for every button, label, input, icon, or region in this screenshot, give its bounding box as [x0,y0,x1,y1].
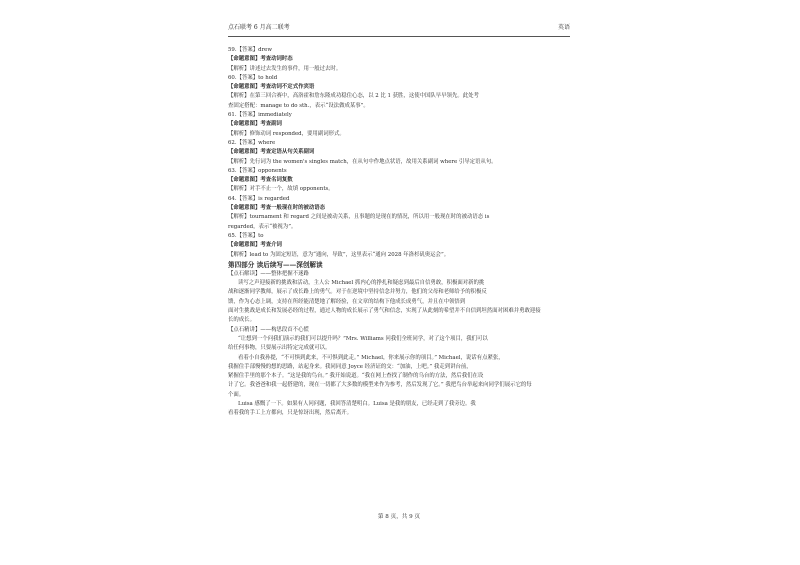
text-line: 【命题意图】考查一般现在时的被动语态 [228,205,326,212]
text-line: 60.【答案】to hold [228,74,278,81]
text-line: 紧握住手里的那个本子。“这是我的鸟台。” 我开始说道。“我在网上查找了制作的乌台的方法，然后我们在设 [228,373,484,380]
text-line: regarded，表示“被视为”。 [228,223,297,230]
text-line: 64.【答案】is regarded [228,195,290,202]
text-line: 看着小自我孙提，“不可惧到此来，不可惧到此走。” Michael，你来展示你的项目。” Michael，说话有点紧张， [238,354,504,361]
section-heading: 第四部分 读后续写——深创解读 [228,260,323,269]
text-line: 【解析】lead to 为固定短语，意为“通向，导致”，这里表示“通向 2028 年洛杉矶奥运会”。 [228,251,450,258]
text-line: 面对生挑战是成长和发展必经的过程，通过人物的成长展示了勇气和信念，实现了从此刻的希望并不自信到坦然面对困难并勇敢迎接 [228,308,541,315]
text-line: 【命题意图】考查副词 [228,121,282,128]
text-line: 看着我的手工上方都向，只是惊讶出现，然后离开。 [228,410,352,417]
text-line: 【点石解读】——整体把握不迷路 [228,270,309,277]
text-line: 61.【答案】immediately [228,112,292,119]
text-line: 我握住手部慢慢的想的思路，站起身来。我同同意 Joyce 经济证的交：“加油，上吧。” 我走到讲台前， [228,363,472,370]
text-line: 【解析】先行词为 the women's singles match，在从句中作地点状语，故用关系副词 where 引导定语从句。 [228,158,497,165]
text-line: 馈，作为心态上调，支持在所经能清楚地了解经验，在文章的结构下他成长成勇气，并且在中领悟到 [228,298,466,305]
text-line: 59.【答案】drew [228,47,272,53]
text-line: 长的成长。 [228,317,255,324]
text-line: 62.【答案】where [228,139,276,146]
text-line: 【解析】tournament 和 regard 之间是被动关系，且事题的是现在的情况，所以用一般现在时的被动语态 is [228,214,490,221]
document-page [228,20,570,530]
answer-key-content [228,46,570,419]
text-line: 【命题意图】考查名词复数 [228,177,293,184]
text-line: 计了它。我爸爸和我一起搭建的，现在一切都了大多数的模型来作为参考，然后发现了它。” 我把鸟台举起来向同学们展示它的每 [228,382,532,389]
text-line: 给任何事物，只要展示出特定完成就可以。 [228,345,331,352]
text-line: 65.【答案】to [228,232,264,239]
text-line: 【命题意图】考查动词时态 [228,56,293,63]
text-line: 【解析】在第三回合赛中，高洛霍和詹东隆成功稳住心态，以 2 比 1 获胜，这使中国队早早领先。此处考 [228,93,479,100]
text-line: 读写之声迎接新的挑战和活动，主人公 Michael 抓内心的挣扎和疑虑到最后自信勇敢，积极面对新的挑 [238,280,485,287]
header-exam-title: 点石联考 6 月高二联考 [228,24,290,31]
text-line: 个面。 [228,391,245,398]
text-line: Luisa 感慨了一下。如果有人问问题，我回答清楚明白。Luisa 是我的朋友，已经走到了我旁边。我 [238,400,476,407]
text-line: 【命题意图】考查定语从句关系副词 [228,149,315,156]
text-line: 【命题意图】考查介词 [228,242,282,249]
text-line: 【命题意图】考查动词不定式作宾语 [228,84,315,91]
text-line: 63.【答案】opponents [228,167,287,174]
text-line: 【解析】修饰动词 responded，要用副词形式。 [228,130,345,137]
text-line: 【解析】对手不止一个，故填 opponents。 [228,186,334,193]
page-header [228,22,570,37]
text-line: 查固定搭配：manage to do sth.，表示“设法做成某事”。 [228,102,369,109]
text-line: 【点石精讲】——构思段首不心慌 [228,326,309,333]
page-footer: 第 8 页，共 9 页 [377,514,421,520]
text-line: 【解析】讲述过去发生的事件，用一般过去时。 [228,65,342,72]
text-line: “让想到一个问我们演示的我们可以提升吗？”Mrs. Williams 问我们全班同学，对了这个项目，我们可以 [238,335,488,342]
header-subject: 英语 [557,24,570,31]
text-line: 战和逐渐同学教师，展示了成长路上的勇气。对于在逆境中坚持信念并努力，他们的父母和老师给予的积极反 [228,289,487,296]
